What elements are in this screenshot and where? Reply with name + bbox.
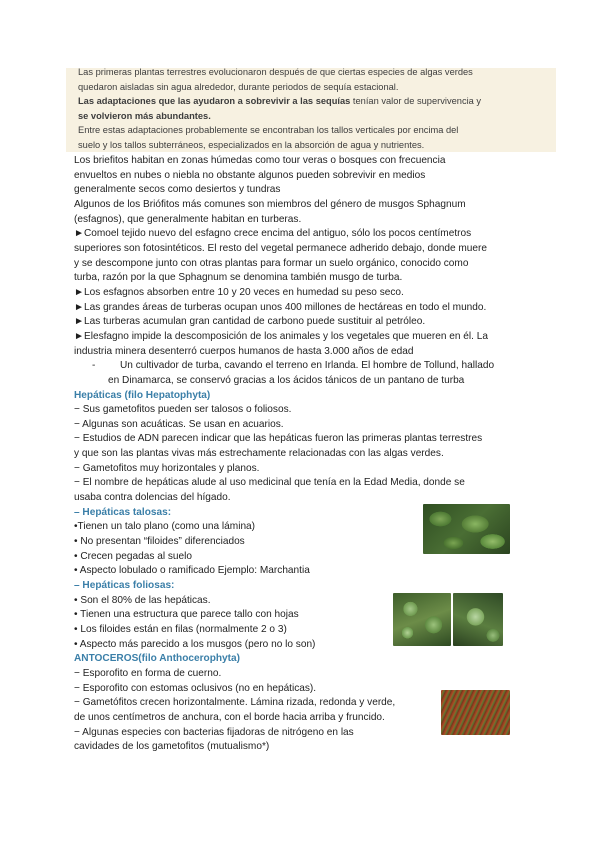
text-line: − Gametófitos crecen horizontalmente. Lámina rizada, redonda y verde, [74, 697, 396, 709]
text-line: ►Las grandes áreas de turberas ocupan unos 400 millones de hectáreas en todo el mundo. [74, 301, 487, 313]
quote-line: se volvieron más abundantes. [78, 110, 211, 121]
bullet-line: • Crecen pegadas al suelo [74, 550, 193, 562]
bullet-line: • Aspecto lobulado o ramificado Ejemplo: Marchantia [74, 565, 310, 577]
text-line: de unos centímetros de anchura, con el borde hacia arriba y fruncido. [74, 711, 385, 723]
quote-line: Entre estas adaptaciones probablemente se encontraban los tallos verticales por encima del [78, 125, 459, 136]
text-line: ►Las turberas acumulan gran cantidad de carbono puede sustituir al petróleo. [74, 316, 426, 328]
text-line: (esfagnos), que generalmente habitan en turberas. [74, 213, 302, 225]
text-line: cavidades de los gametofitos (mutualismo*) [74, 741, 270, 753]
document-body [74, 154, 554, 755]
text-line: y se descompone junto con otras plantas para formar un suelo orgánico, conocido como [74, 257, 469, 269]
text-line: y que son las plantas vivas más estrechamente relacionadas con las algas verdes. [74, 448, 444, 460]
text-line: ►Comoel tejido nuevo del esfagno crece encima del antiguo, sólo los pocos centímetros [74, 228, 472, 240]
quote-text: tenían valor de supervivencia y [350, 96, 482, 107]
hornwort-photo [441, 690, 510, 735]
text-line: − Gametofitos muy horizontales y planos. [74, 462, 260, 474]
text-line: usaba contra dolencias del hígado. [74, 492, 231, 504]
text-line: − Esporofito con estomas oclusivos (no en hepáticas). [74, 682, 317, 694]
text-line: industria minera desenterró cuerpos humanos de hasta 3.000 años de edad [74, 345, 414, 357]
text-line: − El nombre de hepáticas alude al uso medicinal que tenía en la Edad Media, donde se [74, 477, 465, 489]
bullet-line: • Son el 80% de las hepáticas. [74, 594, 211, 606]
section-heading-foliosas: – Hepáticas foliosas: [74, 580, 175, 592]
sub-bullet-continuation: en Dinamarca, se conservó gracias a los ácidos tánicos de un pantano de turba [108, 374, 465, 386]
section-heading-antoceros: ANTOCEROS(filo Anthocerophyta) [74, 653, 240, 665]
foliose-liverwort-closeup-photo [453, 593, 503, 646]
quote-line [66, 94, 556, 109]
text-line: Algunos de los Briófitos más comunes son miembros del género de musgos Sphagnum [74, 198, 466, 210]
quote-line: Las primeras plantas terrestres evolucionaron después de que ciertas especies de algas verdes [78, 68, 473, 77]
bullet-line: • No presentan “filoides” diferenciados [74, 536, 245, 548]
quote-bold-text: Las adaptaciones que las ayudaron a sobrevivir a las sequías [78, 96, 351, 107]
bullet-line: • Aspecto más parecido a los musgos (pero no lo son) [74, 638, 316, 650]
bullet-line: •Tienen un talo plano (como una lámina) [74, 521, 256, 533]
text-line: Los briefitos habitan en zonas húmedas como tour veras o bosques con frecuencia [74, 155, 446, 166]
sub-bullet-dash: - [92, 360, 96, 372]
quote-line: quedaron aisladas sin agua alrededor, durante periodos de sequía estacional. [78, 81, 399, 92]
section-heading-talosas: – Hepáticas talosas: [74, 506, 172, 518]
quote-line: suelo y los tallos subterráneos, especializados en la absorción de agua y nutrientes. [78, 139, 425, 150]
bullet-line: • Los filoides están en filas (normalmente 2 o 3) [74, 624, 287, 635]
text-line: − Algunas especies con bacterias fijadoras de nitrógeno en las [74, 726, 354, 738]
text-line: − Estudios de ADN parecen indicar que las hepáticas fueron las primeras plantas terrestres [74, 433, 483, 445]
sub-bullet-text: Un cultivador de turba, cavando el terreno en Irlanda. El hombre de Tollund, hallado [120, 360, 495, 372]
marchantia-photo [423, 504, 510, 554]
text-line: superiores son fotosintéticos. El resto del vegetal permanece adherido debajo, donde muere [74, 242, 487, 254]
text-line: ►Los esfagnos absorben entre 10 y 20 veces en humedad su peso seco. [74, 286, 404, 298]
text-line: turba, razón por la que Sphagnum se denomina también musgo de turba. [74, 272, 403, 284]
text-line: − Algunas son acuáticas. Se usan en acuarios. [74, 418, 284, 430]
text-line: ►Elesfagno impide la descomposición de los animales y los vegetales que mueren en él. La [74, 330, 488, 342]
text-line: − Sus gametofitos pueden ser talosos o foliosos. [74, 404, 292, 416]
sub-bullet-line [74, 359, 554, 374]
text-line: envueltos en nubes o niebla no obstante algunos pueden sobrevivir en medios [74, 169, 426, 181]
section-heading-hepaticas: Hepáticas (filo Hepatophyta) [74, 389, 211, 401]
text-line: generalmente secos como desiertos y tundras [74, 184, 281, 196]
quote-box [66, 68, 556, 152]
bullet-line: • Tienen una estructura que parece tallo con hojas [74, 609, 299, 621]
text-line: − Esporofito en forma de cuerno. [74, 667, 222, 679]
foliose-liverwort-photo [393, 593, 451, 646]
